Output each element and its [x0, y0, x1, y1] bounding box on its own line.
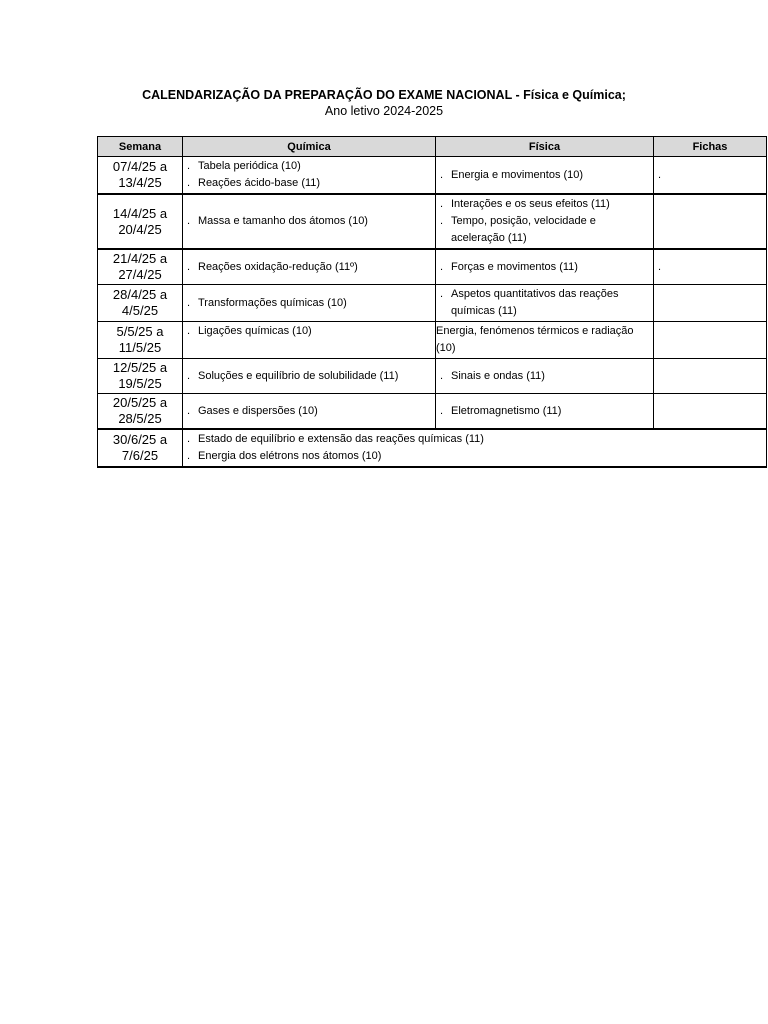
fichas-cell: [654, 394, 767, 430]
fichas-cell: .: [654, 157, 767, 195]
header-fisica: Física: [436, 137, 654, 157]
bullet-mark: .: [187, 404, 191, 417]
table-row: [98, 157, 767, 195]
table-row: [98, 285, 767, 322]
document-title-block: [0, 87, 768, 119]
week-start: 20/5/25 a: [112, 395, 168, 410]
week-cell: [98, 249, 183, 285]
fisica-cell: [436, 322, 654, 359]
document-title: CALENDARIZAÇÃO DA PREPARAÇÃO DO EXAME NACIONAL - Física e Química;: [142, 88, 626, 102]
quimica-cell: [183, 394, 436, 430]
table-row: [98, 249, 767, 285]
bullet-mark: .: [187, 215, 191, 227]
table-row: [98, 322, 767, 359]
list-item: [187, 295, 431, 312]
week-end: 28/5/25: [118, 411, 162, 426]
week-cell: [98, 322, 183, 359]
table-row: [98, 394, 767, 430]
list-item: [440, 403, 649, 420]
table-row: [98, 429, 767, 467]
topic-text: Ligações químicas (10): [198, 325, 312, 337]
bullet-mark: .: [187, 369, 191, 382]
week-end: 20/4/25: [118, 221, 162, 237]
topic-text: Eletromagnetismo (11): [451, 404, 562, 417]
topic-text: Interações e os seus efeitos (11): [451, 198, 610, 210]
fichas-cell: .: [654, 249, 767, 285]
week-cell: [98, 194, 183, 249]
list-item: [440, 167, 649, 184]
bullet-mark: .: [187, 177, 191, 189]
merged-topics-cell: [183, 429, 767, 467]
week-end: 13/4/25: [118, 175, 162, 190]
week-cell: [98, 157, 183, 195]
bullet-mark: .: [187, 433, 191, 445]
list-item: [187, 158, 431, 175]
topic-text: Energia dos elétrons nos átomos (10): [198, 450, 382, 462]
week-end: 27/4/25: [118, 267, 162, 282]
topic-text: Tempo, posição, velocidade e aceleração (11): [451, 215, 596, 244]
week-start: 12/5/25 a: [112, 360, 168, 375]
week-end: 7/6/25: [121, 448, 159, 463]
header-quimica: Química: [183, 137, 436, 157]
bullet-mark: .: [187, 260, 191, 273]
week-start: 21/4/25 a: [112, 251, 168, 266]
topic-text: Forças e movimentos (11): [451, 260, 578, 273]
fisica-cell: [436, 394, 654, 430]
topic-text: Energia, fenómenos térmicos e radiação (10): [436, 325, 634, 354]
fisica-cell: [436, 194, 654, 249]
bullet-mark: .: [440, 369, 444, 382]
header-row: [98, 137, 767, 157]
week-cell: [98, 394, 183, 430]
week-start: 28/4/25 a: [112, 287, 168, 302]
fichas-cell: [654, 285, 767, 322]
bullet-mark: .: [440, 404, 444, 417]
week-end: 19/5/25: [118, 376, 162, 391]
bullet-mark: .: [187, 325, 191, 337]
week-end: 4/5/25: [121, 303, 159, 318]
list-item: [187, 431, 762, 448]
header-semana: Semana: [98, 137, 183, 157]
table-row: [98, 194, 767, 249]
fichas-cell: [654, 194, 767, 249]
list-item: [187, 403, 431, 420]
quimica-cell: [183, 157, 436, 195]
quimica-cell: [183, 194, 436, 249]
quimica-cell: [183, 249, 436, 285]
topic-text: Massa e tamanho dos átomos (10): [198, 215, 368, 227]
fisica-cell: [436, 359, 654, 394]
school-year: Ano letivo 2024-2025: [324, 104, 444, 118]
topic-text: Sinais e ondas (11): [451, 369, 545, 382]
week-start: 5/5/25 a: [116, 324, 164, 339]
week-cell: [98, 429, 183, 467]
topic-text: Tabela periódica (10): [198, 160, 301, 172]
bullet-mark: .: [187, 160, 191, 172]
quimica-cell: [183, 322, 436, 359]
list-item: [187, 175, 431, 192]
list-item: [440, 196, 649, 213]
week-start: 14/4/25 a: [112, 205, 168, 221]
list-item: [187, 213, 431, 230]
fisica-cell: [436, 157, 654, 195]
topic-text: Soluções e equilíbrio de solubilidade (11): [198, 369, 399, 382]
bullet-mark: .: [187, 296, 191, 309]
week-start: 30/6/25 a: [112, 432, 168, 447]
topic-text: Transformações químicas (10): [198, 296, 347, 309]
bullet-mark: .: [440, 198, 444, 210]
topic-text: Reações oxidação-redução (11º): [198, 260, 358, 273]
list-item: [440, 368, 649, 385]
topic-text: Aspetos quantitativos das reações químicas (11): [451, 288, 619, 317]
list-item: [440, 259, 649, 276]
fichas-cell: [654, 359, 767, 394]
fichas-cell: [654, 322, 767, 359]
quimica-cell: [183, 285, 436, 322]
header-fichas: Fichas: [654, 137, 767, 157]
week-cell: [98, 285, 183, 322]
fisica-cell: [436, 285, 654, 322]
fisica-cell: [436, 249, 654, 285]
topic-text: Reações ácido-base (11): [198, 177, 321, 189]
topic-text: Gases e dispersões (10): [198, 404, 318, 417]
week-start: 07/4/25 a: [112, 159, 168, 174]
bullet-mark: .: [440, 260, 444, 273]
bullet-mark: .: [440, 168, 444, 181]
bullet-mark: .: [440, 215, 444, 227]
week-cell: [98, 359, 183, 394]
topic-text: Energia e movimentos (10): [451, 168, 584, 181]
list-item: [440, 286, 649, 320]
list-item: [187, 323, 431, 340]
list-item: [187, 448, 762, 465]
table-row: [98, 359, 767, 394]
bullet-mark: .: [440, 288, 444, 300]
list-item: [187, 368, 431, 385]
week-end: 11/5/25: [118, 340, 162, 355]
bullet-mark: .: [187, 450, 191, 462]
quimica-cell: [183, 359, 436, 394]
schedule-table: [97, 136, 767, 468]
list-item: [440, 213, 649, 247]
list-item: [187, 259, 431, 276]
topic-text: Estado de equilíbrio e extensão das reações químicas (11): [198, 433, 484, 445]
